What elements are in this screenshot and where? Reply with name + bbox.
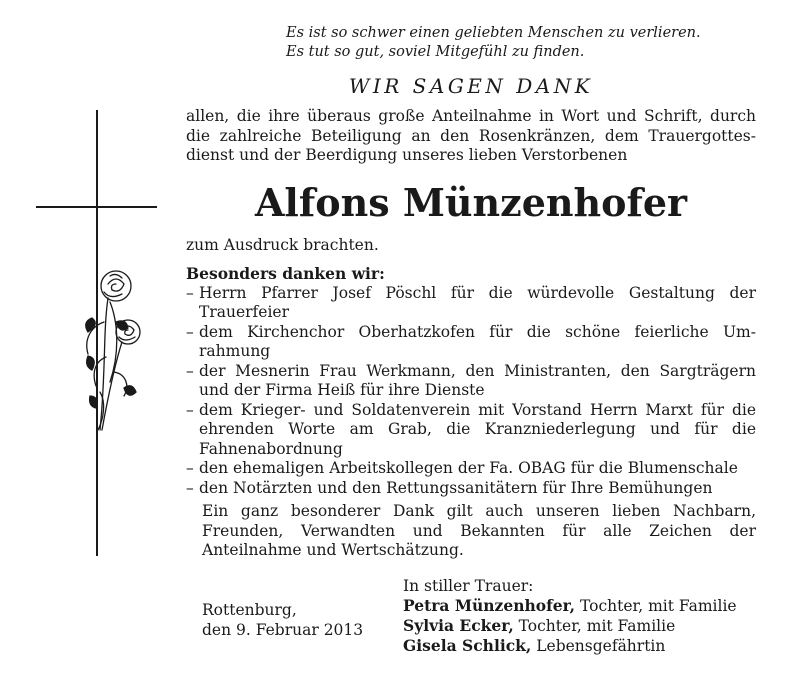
mourner-name: Gisela Schlick, [403, 636, 532, 655]
closing-text: Ein ganz besonderer Dank gilt auch unseren lieben Nachbarn, Freunden, Verwandten und Bekannten für alle Zeichen der Anteilnahme und Wertschätzung. [202, 502, 756, 559]
thanks-item: – dem Krieger- und Soldatenverein mit Vorstand Herrn Marxt für die ehrenden Worte am Grab, die Kranzniederlegung und für die Fahnenabordnung [186, 401, 756, 460]
quote-line-2: Es tut so gut, soviel Mitgefühl zu finden. [286, 44, 585, 60]
mourner-row [403, 636, 763, 656]
thanks-item: – dem Kirchenchor Oberhatzkofen für die schöne feierliche Umrahmung [186, 323, 756, 362]
cross-bar [36, 206, 157, 208]
deceased-name: Alfons Münzenhofer [254, 180, 688, 225]
mourner-name: Petra Münzenhofer, [403, 596, 576, 615]
quote-line-1: Es ist so schwer einen geliebten Menschen zu verlieren. [286, 25, 701, 41]
place-date [202, 600, 402, 640]
thanks-item: – den ehemaligen Arbeitskollegen der Fa. OBAG für die Blumenschale [186, 459, 756, 479]
rose-bouquet-icon [70, 262, 150, 434]
mourner-name: Sylvia Ecker, [403, 616, 514, 635]
mourner-relation: Tochter, mit Familie [580, 597, 737, 615]
thanks-item: – den Notärzten und den Rettungssanitätern für Ihre Bemühungen [186, 479, 756, 499]
mourners-label: In stiller Trauer: [403, 577, 534, 595]
special-thanks-title: Besonders danken wir: [186, 264, 385, 283]
mourners [403, 576, 763, 656]
intro-text: allen, die ihre überaus große Anteilnahme in Wort und Schrift, durch die zahlreiche Beteiligung an den Rosenkränzen, dem Trauergottesdienst und der Beerdigung unseres lieben Verstorbenen [186, 107, 756, 164]
thanks-item: – der Mesnerin Frau Werkmann, den Ministranten, den Sargträgern und der Firma Heiß für ihre Dienste [186, 362, 756, 401]
mourner-relation: Tochter, mit Familie [518, 617, 676, 635]
brought-text: zum Ausdruck brachten. [186, 236, 379, 254]
place-city: Rottenburg, [202, 601, 297, 619]
place-date-text: den 9. Februar 2013 [202, 621, 364, 639]
opening-quote [286, 24, 766, 62]
mourner-row [403, 596, 763, 616]
special-thanks [186, 264, 756, 498]
thanks-item: – Herrn Pfarrer Josef Pöschl für die würdevolle Gestaltung der Trauerfeier [186, 284, 756, 323]
thanks-list [186, 284, 756, 499]
thanks-heading: WIR SAGEN DANK [348, 74, 594, 98]
mourner-relation: Lebensgefährtin [536, 637, 666, 655]
mourner-row [403, 616, 763, 636]
